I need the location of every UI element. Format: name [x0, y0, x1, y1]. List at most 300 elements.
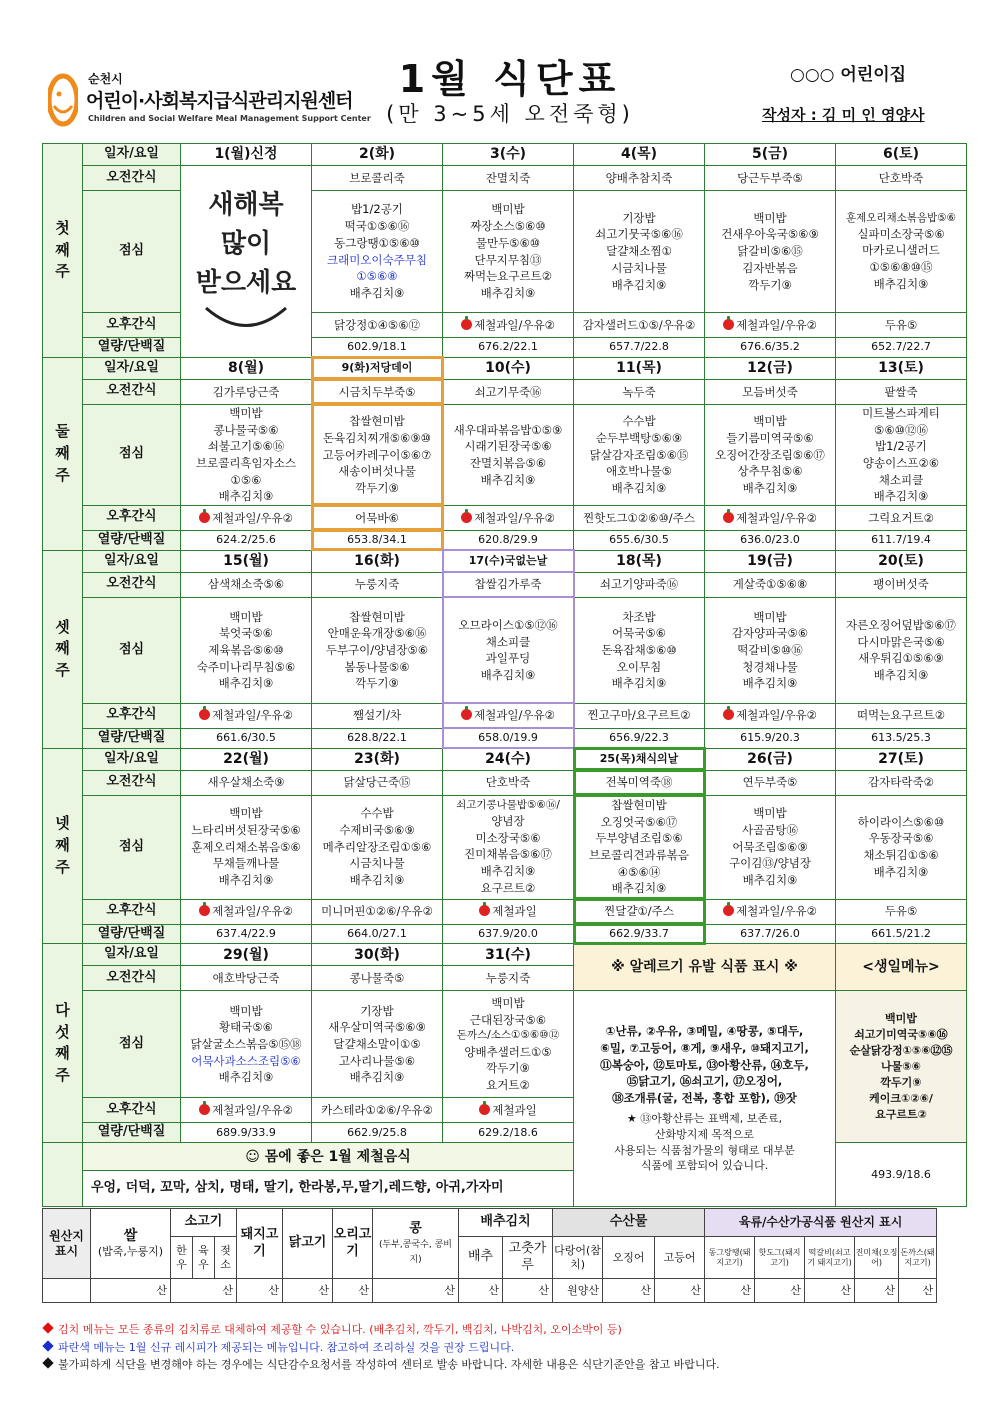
kcal-value: 611.7/19.4	[836, 530, 967, 550]
menu-item: 양념장	[491, 813, 525, 828]
lunch-menu	[574, 404, 705, 505]
menu-item: 사골곰탕⑯	[742, 823, 798, 838]
menu-item: 짜장소스⑤⑥⑩	[470, 219, 546, 234]
allergy-line: ⑮닭고기, ⑯쇠고기, ⑰오징어,	[626, 1074, 783, 1089]
am-snack: 콩나물죽⑤	[312, 966, 443, 991]
row-label-pm: 오후간식	[83, 313, 181, 338]
apple-icon	[479, 905, 490, 916]
am-snack: 전복미역죽⑱	[574, 770, 705, 795]
origin-cabbage: 배추	[459, 1237, 503, 1279]
am-snack: 새우살채소죽⑨	[181, 770, 312, 795]
row-label-am: 오전간식	[83, 966, 181, 991]
kcal-value: 676.6/35.2	[705, 338, 836, 358]
kcal-value: 615.9/20.3	[705, 728, 836, 748]
menu-item: 훈제오리채소볶음⑤⑥	[191, 839, 301, 854]
lunch-menu	[705, 404, 836, 505]
origin-mackerel: 고등어	[655, 1237, 705, 1279]
menu-item: ⑤⑥⑩⑫⑯	[874, 422, 928, 437]
kcal-value: 653.8/34.1	[312, 530, 443, 550]
pm-snack-text: 제철과일/우유②	[474, 317, 555, 332]
kcal-value: 637.9/20.0	[443, 924, 574, 944]
pm-snack-text: 제철과일	[492, 904, 537, 919]
menu-item: 새우대파볶음밥①⑤⑨	[453, 422, 563, 437]
lunch-menu	[443, 191, 574, 313]
menu-item: 깍두기⑨	[486, 1061, 530, 1076]
menu-item: 오이무침	[616, 659, 662, 674]
origin-label: 원산지 표시	[43, 1209, 91, 1279]
row-label-pm: 오후간식	[83, 505, 181, 530]
origin-proc-1: 동그랑땡(돼지고기)	[705, 1237, 755, 1279]
lunch-menu	[443, 404, 574, 505]
day-header: 10(수)	[443, 357, 574, 379]
kcal-value: 661.6/30.5	[181, 728, 312, 748]
day-header: 23(화)	[312, 748, 443, 770]
menu-item: 찹쌀현미밥	[349, 414, 405, 429]
menu-item: 요구르트②	[480, 880, 536, 895]
menu-item: 깍두기⑨	[355, 676, 399, 691]
am-snack: 브로콜리죽	[312, 166, 443, 191]
season-items: 우엉, 더덕, 꼬막, 삼치, 명태, 딸기, 한라봉,무,딸기,레드향, 아귀,가자미	[83, 1171, 574, 1207]
origin-value: 산	[855, 1279, 899, 1303]
menu-item: 시래기된장국⑤⑥	[464, 439, 552, 454]
lunch-menu	[836, 597, 967, 703]
day-header: 17(수)국없는날	[443, 550, 574, 572]
spacer	[43, 1143, 83, 1207]
origin-value: 산	[503, 1279, 553, 1303]
menu-item: 깍두기⑨	[355, 480, 399, 495]
menu-item: 배추김치⑨	[480, 864, 536, 878]
menu-item: 제육볶음⑤⑥⑩	[208, 642, 284, 657]
menu-item: 백미밥	[753, 806, 787, 821]
am-snack: 연두부죽⑤	[705, 770, 836, 795]
birthday-item: 나물⑤⑥	[881, 1059, 921, 1073]
menu-item: 크래미오이숙주무침	[327, 252, 427, 267]
day-header: 4(목)	[574, 144, 705, 166]
menu-item: 배추김치⑨	[873, 667, 929, 682]
menu-item: 배추김치⑨	[611, 480, 667, 495]
origin-pork: 돼지고기	[237, 1209, 283, 1279]
kcal-value: 664.0/27.1	[312, 924, 443, 944]
lunch-menu	[181, 795, 312, 899]
kcal-value: 629.2/18.6	[443, 1123, 574, 1143]
apple-icon	[723, 709, 734, 720]
day-header: 6(토)	[836, 144, 967, 166]
pm-snack-text: 두유⑤	[884, 904, 918, 919]
kcal-value: 637.7/26.0	[705, 924, 836, 944]
menu-item: 백미밥	[491, 202, 525, 217]
menu-item: ①⑤⑥⑧⑩⑮	[869, 260, 933, 275]
menu-item: 실파미소장국⑤⑥	[857, 226, 945, 241]
menu-item: 들기름미역국⑤⑥	[726, 430, 814, 445]
apple-icon	[199, 709, 210, 720]
birthday-item: 순살닭강정①⑤⑥⑫⑮	[849, 1043, 953, 1057]
row-label-date: 일자/요일	[83, 748, 181, 770]
origin-value: 원양산	[553, 1279, 603, 1303]
menu-item: 백미밥	[491, 996, 525, 1011]
apple-icon	[199, 905, 210, 916]
menu-item: 백미밥	[229, 609, 263, 624]
origin-yukwoo: 육우	[193, 1237, 215, 1279]
allergy-line: ⑪복숭아, ⑫토마토, ⑬아황산류, ⑭호두,	[600, 1057, 809, 1072]
menu-item: 양배추샐러드①⑤	[464, 1044, 552, 1059]
smile-icon	[201, 303, 291, 333]
pm-snack-text: 감자샐러드①⑤/우유②	[582, 317, 696, 332]
pm-snack-text: 떠먹는요구르트②	[856, 708, 946, 723]
pm-snack	[443, 505, 574, 530]
allergy-line: ⑥밀, ⑦고등어, ⑧게, ⑨새우, ⑩돼지고기,	[600, 1040, 809, 1055]
menu-item: 채소튀김①⑤⑥	[863, 848, 939, 863]
lunch-menu	[181, 991, 312, 1098]
notes	[40, 1321, 970, 1374]
pm-snack-text: 제철과일/우유②	[736, 904, 817, 919]
origin-value: 산	[459, 1279, 503, 1303]
pm-snack	[836, 505, 967, 530]
row-label-pm: 오후간식	[83, 703, 181, 728]
menu-item: 배추김치⑨	[480, 285, 536, 300]
menu-item: 어묵국⑤⑥	[612, 626, 666, 641]
pm-snack-text: 찐달걀①/주스	[604, 904, 674, 919]
menu-item: 배추김치⑨	[873, 276, 929, 291]
kcal-value: 658.0/19.9	[443, 728, 574, 748]
menu-item: 미트볼스파게티	[862, 405, 940, 420]
day-header: 11(목)	[574, 357, 705, 379]
kcal-value: 657.7/22.8	[574, 338, 705, 358]
menu-item: 배추김치⑨	[480, 667, 536, 682]
note-kimchi: 김치 메뉴는 모든 종류의 김치류로 대체하여 제공할 수 있습니다. (배추김치, 깍두기, 백김치, 나박김치, 오이소박이 등)	[40, 1321, 970, 1339]
kcal-value: 676.2/22.1	[443, 338, 574, 358]
allergy-note: ★ ⑬아황산류는 표백제, 보존료,	[626, 1111, 783, 1125]
pm-snack	[705, 313, 836, 338]
menu-item: 백미밥	[753, 210, 787, 225]
day-header: 31(수)	[443, 944, 574, 966]
pm-snack-text: 미니머핀①②⑥/우유②	[321, 904, 433, 919]
origin-proc-4: 진미채(오징어)	[855, 1237, 899, 1279]
menu-item: 어묵사과소스조림⑤⑥	[191, 1053, 301, 1068]
day-header: 20(토)	[836, 550, 967, 572]
origin-chicken: 닭고기	[283, 1209, 333, 1279]
origin-proc-2: 핫도그(돼지고기)	[755, 1237, 805, 1279]
menu-item: 달걀채소말이①⑤	[333, 1037, 421, 1052]
day-header: 27(토)	[836, 748, 967, 770]
menu-item: 김자반볶음	[742, 260, 798, 275]
row-label-pm: 오후간식	[83, 1098, 181, 1123]
menu-item: 미소장국⑤⑥	[475, 830, 541, 845]
apple-icon	[461, 709, 472, 720]
day-header: 24(수)	[443, 748, 574, 770]
menu-item: 채소피클	[878, 472, 924, 487]
menu-item: 오징어간장조림⑤⑥⑰	[715, 447, 825, 462]
am-snack: 쇠고기양파죽⑯	[574, 572, 705, 597]
pm-snack	[443, 703, 574, 728]
day-header: 29(월)	[181, 944, 312, 966]
kcal-value: 602.9/18.1	[312, 338, 443, 358]
menu-item: 숙주미나리무침⑤⑥	[196, 659, 296, 674]
day-header: 3(수)	[443, 144, 574, 166]
origin-bean: 콩 (두부,콩국수, 콩비지)	[373, 1209, 459, 1279]
pm-snack-text: 제철과일/우유②	[736, 708, 817, 723]
row-label-kcal: 열량/단백질	[83, 1123, 181, 1143]
birthday-item: 쇠고기미역국⑤⑥⑯	[854, 1027, 948, 1041]
menu-item: 양송이스프②⑥	[862, 455, 940, 470]
menu-item: ④⑤⑥⑭	[617, 864, 661, 879]
birthday-item: 요구르트②	[875, 1107, 927, 1121]
day-header: 19(금)	[705, 550, 836, 572]
note-new-recipe: 파란색 메뉴는 1월 신규 레시피가 제공되는 메뉴입니다. 참고하여 조리하실 것을 권장 드립니다.	[40, 1339, 970, 1357]
pm-snack	[312, 505, 443, 530]
am-snack: 당근두부죽⑤	[705, 166, 836, 191]
pm-snack	[574, 313, 705, 338]
menu-item: 배추김치⑨	[349, 1070, 405, 1085]
origin-proc-5: 돈까스(돼지고기)	[899, 1237, 937, 1279]
menu-item: 오징엇국⑤⑥⑰	[600, 814, 678, 829]
apple-icon	[479, 1104, 490, 1115]
origin-hanwoo: 한우	[171, 1237, 193, 1279]
lunch-menu	[574, 795, 705, 899]
apple-icon	[461, 512, 472, 523]
origin-value: 산	[283, 1279, 333, 1303]
origin-jeotso: 젖소	[215, 1237, 237, 1279]
day-header: 15(월)	[181, 550, 312, 572]
pm-snack-text: 그릭요거트②	[868, 510, 934, 525]
menu-item: 안매운육개장⑤⑥⑯	[327, 626, 427, 641]
pm-snack	[443, 313, 574, 338]
kcal-value: 628.8/22.1	[312, 728, 443, 748]
menu-item: 배추김치⑨	[480, 472, 536, 487]
menu-item: 돈육잡채⑤⑥⑩	[601, 642, 677, 657]
day-header: 1(월)신정	[181, 144, 312, 166]
pm-snack-text: 제철과일/우유②	[212, 904, 293, 919]
menu-item: 배추김치⑨	[742, 873, 798, 888]
row-label-pm: 오후간식	[83, 899, 181, 924]
menu-item: 밥1/2공기	[351, 202, 403, 217]
am-snack: 모듬버섯죽	[705, 379, 836, 404]
lunch-menu	[312, 795, 443, 899]
am-snack: 시금치두부죽⑤	[312, 379, 443, 404]
am-snack: 닭살당근죽⑮	[312, 770, 443, 795]
menu-item: 봄동나물⑤⑥	[344, 659, 410, 674]
origin-beef: 소고기	[171, 1209, 237, 1237]
menu-item: 훈제오리채소볶음밥⑤⑥	[845, 211, 957, 224]
pm-snack	[312, 313, 443, 338]
day-header: 26(금)	[705, 748, 836, 770]
am-snack: 쇠고기무죽⑯	[443, 379, 574, 404]
week-label: 둘 째 주	[43, 357, 83, 550]
apple-icon	[723, 512, 734, 523]
allergy-info	[574, 991, 836, 1207]
pm-snack-text: 닭강정①④⑤⑥⑫	[333, 317, 421, 332]
am-snack: 팽이버섯죽	[836, 572, 967, 597]
lunch-menu	[181, 404, 312, 505]
menu-item: ①⑤⑥⑧	[356, 269, 398, 284]
origin-value: 산	[237, 1279, 283, 1303]
page-title: 1월 식단표	[398, 57, 622, 101]
kcal-value: 662.9/25.8	[312, 1123, 443, 1143]
pm-snack	[443, 1098, 574, 1123]
menu-item: 기장밥	[622, 210, 656, 225]
org-name: 어린이·사회복지급식관리지원센터	[86, 90, 353, 112]
menu-item: 배추김치⑨	[742, 676, 798, 691]
kcal-value: 637.4/22.9	[181, 924, 312, 944]
apple-icon	[199, 1104, 210, 1115]
am-snack: 누룽지죽	[312, 572, 443, 597]
menu-item: 오므라이스①⑤⑫⑯	[458, 617, 558, 632]
origin-value-blank	[43, 1279, 91, 1303]
lunch-menu	[312, 404, 443, 505]
lunch-menu	[836, 795, 967, 899]
origin-value: 산	[91, 1279, 171, 1303]
pm-snack-text: 제철과일/우유②	[474, 510, 555, 525]
menu-item: 배추김치⑨	[742, 480, 798, 495]
menu-item: 배추김치⑨	[611, 881, 667, 896]
kcal-value: 636.0/23.0	[705, 530, 836, 550]
day-header: 9(화)저당데이	[312, 357, 443, 379]
pm-snack	[312, 703, 443, 728]
row-label-date: 일자/요일	[83, 357, 181, 379]
menu-item: 쇠불고기⑤⑥⑯	[207, 439, 285, 454]
menu-item: 배추김치⑨	[349, 285, 405, 300]
row-label-kcal: 열량/단백질	[83, 338, 181, 358]
am-snack: 양배추참치죽	[574, 166, 705, 191]
menu-item: 짜먹는요구르트②	[463, 269, 553, 284]
allergy-note: 사용되는 식품첨가물의 형태로 대부분	[614, 1143, 795, 1157]
row-label-lunch: 점심	[83, 795, 181, 899]
menu-item: 브로콜리흑임자소스	[196, 455, 296, 470]
menu-item: 채소피클	[485, 634, 531, 649]
menu-item: 콩나물국⑤⑥	[213, 422, 279, 437]
menu-item: 순두부백탕⑤⑥⑨	[595, 430, 683, 445]
week-label: 셋 째 주	[43, 550, 83, 748]
row-label-am: 오전간식	[83, 572, 181, 597]
row-label-lunch: 점심	[83, 191, 181, 313]
menu-item: 배추김치⑨	[218, 676, 274, 691]
menu-item: 과일푸딩	[485, 651, 531, 666]
menu-item: 어묵조림⑤⑥⑨	[732, 839, 808, 854]
birthday-menu	[836, 991, 967, 1143]
row-label-lunch: 점심	[83, 991, 181, 1098]
menu-item: 요거트②	[486, 1078, 530, 1093]
day-header: 25(목)채식의날	[574, 748, 705, 770]
origin-value: 산	[755, 1279, 805, 1303]
pm-snack	[312, 899, 443, 924]
day-header: 8(월)	[181, 357, 312, 379]
pm-snack	[836, 899, 967, 924]
am-snack: 잔멸치죽	[443, 166, 574, 191]
pm-snack	[181, 1098, 312, 1123]
am-snack: 누룽지죽	[443, 966, 574, 991]
row-label-lunch: 점심	[83, 597, 181, 703]
am-snack: 김가루당근죽	[181, 379, 312, 404]
row-label-am: 오전간식	[83, 166, 181, 191]
menu-item: 물만두⑤⑥⑩	[475, 235, 541, 250]
origin-value: 산	[171, 1279, 237, 1303]
pm-snack-text: 찐고구마/요구르트②	[587, 708, 691, 723]
am-snack: 감자타락죽②	[836, 770, 967, 795]
menu-item: 백미밥	[229, 1003, 263, 1018]
row-label-am: 오전간식	[83, 379, 181, 404]
am-snack: 단호박죽	[836, 166, 967, 191]
origin-duck: 오리고기	[333, 1209, 373, 1279]
kcal-value: 624.2/25.6	[181, 530, 312, 550]
row-label-kcal: 열량/단백질	[83, 530, 181, 550]
birthday-item: 깍두기⑨	[880, 1075, 922, 1089]
pm-snack	[181, 899, 312, 924]
menu-item: 깍두기⑨	[748, 277, 792, 292]
menu-item: 자른오징어덮밥⑤⑥⑰	[846, 617, 956, 632]
menu-item: 새송이버섯나물	[338, 464, 416, 479]
page-subtitle: (만 3~5세 오전죽형)	[386, 102, 634, 126]
menu-item: 건새우아욱국⑤⑥⑨	[721, 227, 819, 242]
day-header: 16(화)	[312, 550, 443, 572]
menu-item: 찹쌀현미밥	[349, 609, 405, 624]
kcal-value: 652.7/22.7	[836, 338, 967, 358]
meal-table	[42, 143, 967, 1207]
menu-item: 고등어카레구이⑤⑥⑦	[322, 447, 432, 462]
menu-item: 하이라이스⑤⑥⑩	[857, 814, 945, 829]
pm-snack-text: 제철과일/우유②	[474, 708, 555, 723]
pm-snack	[705, 899, 836, 924]
am-snack: 팥쌀죽	[836, 379, 967, 404]
lunch-menu	[574, 191, 705, 313]
menu-item: 돈까스/소스①⑤⑥⑩⑫	[456, 1029, 560, 1042]
origin-value: 산	[373, 1279, 459, 1303]
kcal-value: 613.5/25.3	[836, 728, 967, 748]
menu-item: 닭갈비⑤⑥⑮	[737, 244, 803, 259]
kcal-value: 655.6/30.5	[574, 530, 705, 550]
lunch-menu	[443, 795, 574, 899]
menu-item: 북엇국⑤⑥	[219, 626, 273, 641]
menu-item: 새우살미역국⑤⑥⑨	[328, 1020, 426, 1035]
org-city: 순천시	[88, 72, 123, 86]
pm-snack-text: 제철과일/우유②	[212, 708, 293, 723]
lunch-menu	[705, 597, 836, 703]
menu-item: 두부구이/양념장⑤⑥	[325, 642, 429, 657]
menu-item: 백미밥	[229, 405, 263, 420]
lunch-menu	[574, 597, 705, 703]
menu-item: 배추김치⑨	[873, 489, 929, 504]
apple-icon	[723, 319, 734, 330]
menu-item: 메추리알장조림①⑤⑥	[322, 839, 432, 854]
am-snack: 녹두죽	[574, 379, 705, 404]
menu-item: 브로콜리견과류볶음	[589, 848, 689, 863]
row-label-am: 오전간식	[83, 770, 181, 795]
row-label-date: 일자/요일	[83, 944, 181, 966]
menu-item: 잔멸치볶음⑤⑥	[469, 455, 547, 470]
menu-item: 수수밥	[360, 806, 394, 821]
menu-item: 청경채나물	[742, 659, 798, 674]
menu-item: 황태국⑤⑥	[219, 1020, 273, 1035]
lunch-menu	[705, 191, 836, 313]
apple-icon	[723, 905, 734, 916]
origin-value: 산	[705, 1279, 755, 1303]
menu-item: 돈육김치찌개⑤⑥⑨⑩	[323, 430, 431, 445]
daycare-name: ○○○ 어린이집	[790, 65, 907, 85]
menu-item: 애호박나물⑤	[606, 464, 672, 479]
kcal-value: 661.5/21.2	[836, 924, 967, 944]
lunch-menu	[312, 597, 443, 703]
menu-item: 백미밥	[229, 806, 263, 821]
am-snack: 단호박죽	[443, 770, 574, 795]
menu-item: 쇠고기뭇국⑤⑥⑯	[595, 227, 683, 242]
pm-snack-text: 제철과일/우유②	[212, 1103, 293, 1118]
author: 작성자 : 김 미 인 영양사	[762, 106, 925, 124]
menu-item: 상추무침⑤⑥	[737, 464, 803, 479]
allergy-note: 식품에 포함되어 있습니다.	[640, 1159, 769, 1173]
menu-item: 고사리나물⑤⑥	[338, 1053, 416, 1068]
birthday-title: <생일메뉴>	[836, 944, 967, 991]
lunch-menu	[836, 404, 967, 505]
birthday-kcal: 493.9/18.6	[836, 1143, 967, 1207]
birthday-item: 케이크①②⑥/	[869, 1091, 933, 1105]
